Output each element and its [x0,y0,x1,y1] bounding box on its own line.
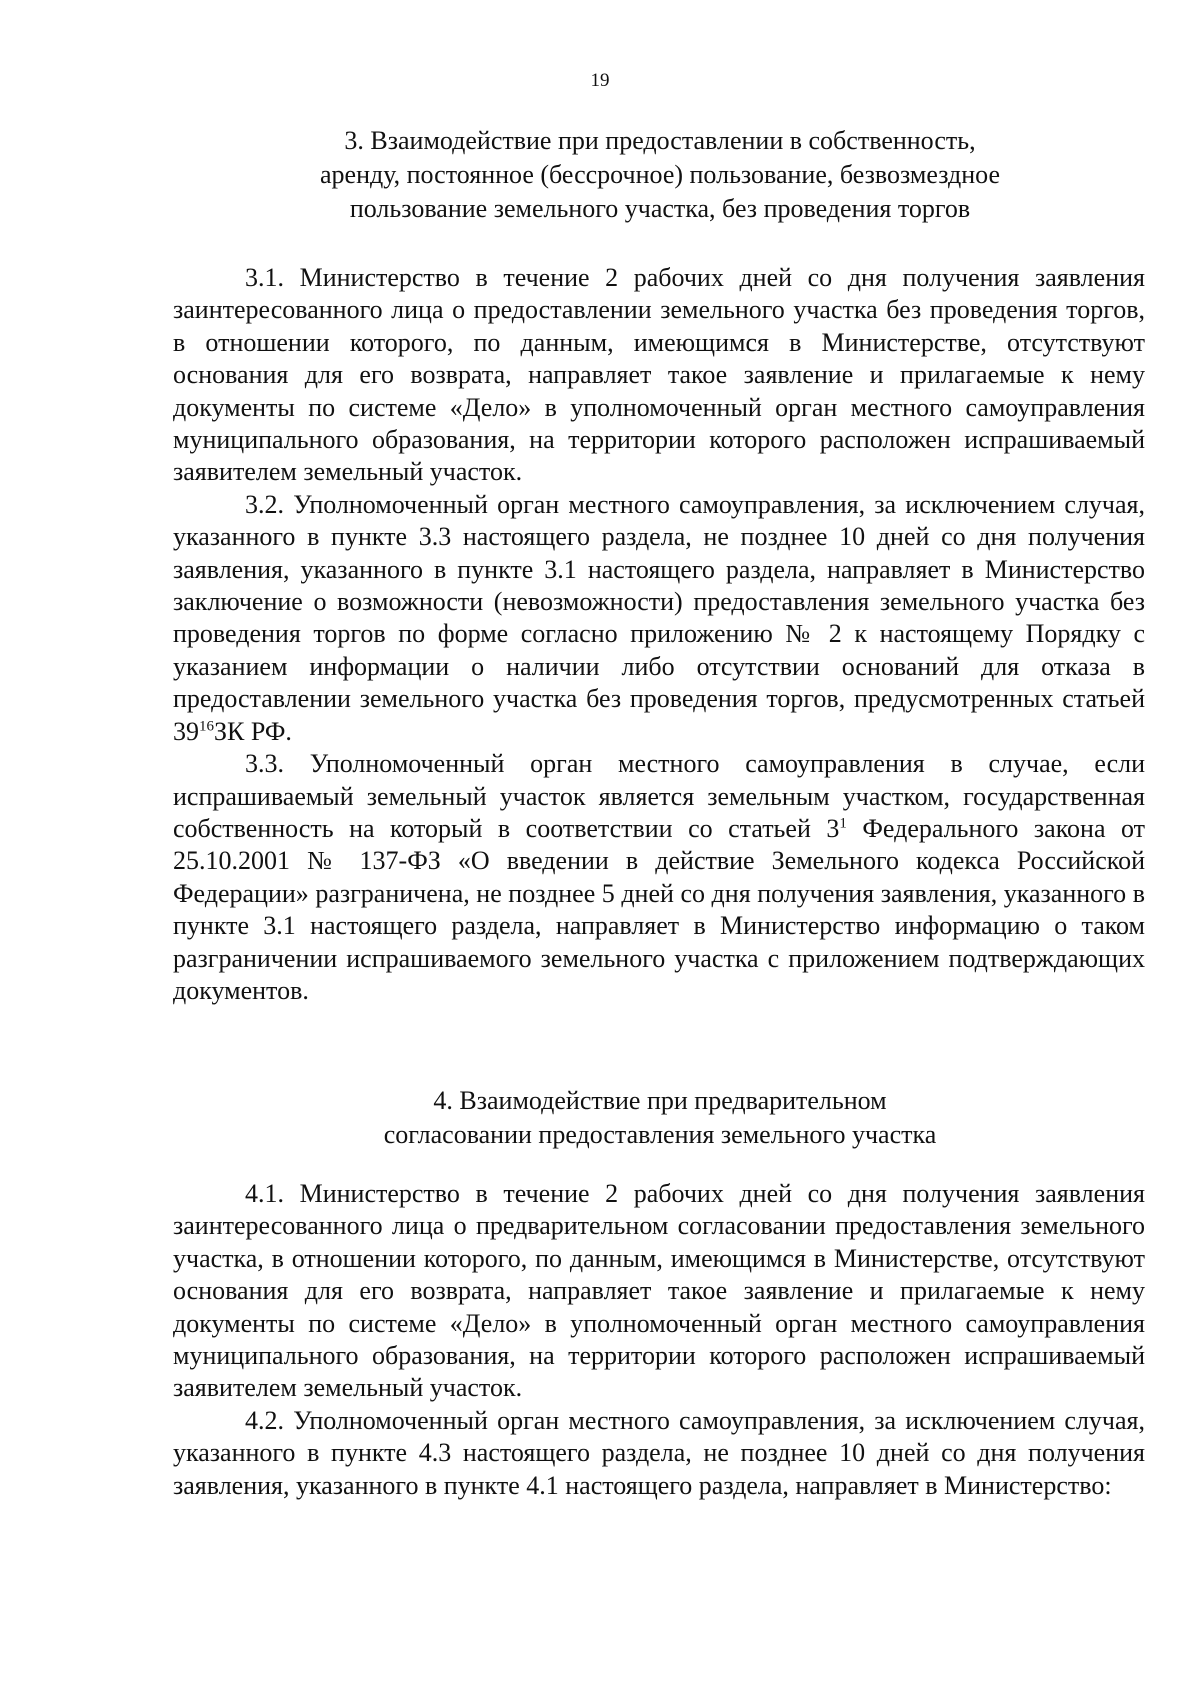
paragraph-4-2: 4.2. Уполномоченный орган местного самоуправления, за исключением случая, указанного в пункте 4.3 настоящего раздела, не позднее 10 дней со дня получения заявления, указанного в пункте 4.1 настоящего раздела, направляет в Министерство: [173,1405,1145,1500]
section-4-body [173,1178,1145,1502]
paragraph-4-1: 4.1. Министерство в течение 2 рабочих дней со дня получения заявления заинтересованного лица о предварительном согласовании предоставления земельного участка, в отношении которого, по данным, имеющимся в Министерстве, отсутствуют основания для его возврата, направляет такое заявление и прилагаемые к нему документы по системе «Дело» в уполномоченный орган местного самоуправления муниципального образования, на территории которого расположен испрашиваемый заявителем земельный участок. [173,1179,1145,1403]
section-4-heading-line: 4. Взаимодействие при предварительном [433,1086,887,1115]
paragraph-3-3-tail: Федерального закона от 25.10.2001 № 137-ФЗ «О введении в действие Земельного кодекса Российской Федерации» разграничена, не позднее 5 дней со дня получения заявления, указанного в пункте 3.1 настоящего раздела, направляет в Министерство информацию о таком разграничении испрашиваемого земельного участка с приложением подтверждающих документов. [173,813,1145,1005]
section-4-heading [150,1084,1170,1152]
section-4-heading-line: согласовании предоставления земельного участка [383,1120,937,1149]
section-3-body [173,262,1145,1007]
article-superscript: 1 [839,815,847,832]
paragraph-3-1: 3.1. Министерство в течение 2 рабочих дней со дня получения заявления заинтересованного лица о предоставлении земельного участка без проведения торгов, в отношении которого, по данным, имеющимся в Министерстве, отсутствуют основания для его возврата, направляет такое заявление и прилагаемые к нему документы по системе «Дело» в уполномоченный орган местного самоуправления муниципального образования, на территории которого расположен испрашиваемый заявителем земельный участок. [173,263,1145,487]
paragraph-3-2-tail: ЗК РФ. [214,716,292,746]
section-3-heading-line: аренду, постоянное (бессрочное) пользование, безвозмездное [319,160,1001,189]
paragraph-3-2-text: 3.2. Уполномоченный орган местного самоуправления, за исключением случая, указанного в пункте 3.3 настоящего раздела, не позднее 10 дней со дня получения заявления, указанного в пункте 3.1 настоящего раздела, направляет в Министерство заключение о возможности (невозможности) предоставления земельного участка без проведения торгов по форме согласно приложению № 2 к настоящему Порядку с указанием информации о наличии либо отсутствии оснований для отказа в предоставлении земельного участка без проведения торгов, предусмотренных статьей 39 [173,489,1145,746]
paragraph-3-3 [173,748,1145,1007]
paragraph-3-3-text: 3.3. Уполномоченный орган местного самоуправления в случае, если испрашиваемый земельный участок является земельным участком, государственная собственность на который в соответствии со статьей 3 [173,749,1145,843]
page-number: 19 [590,70,610,91]
section-3-heading-line: пользование земельного участка, без проведения торгов [349,194,971,223]
paragraph-3-2 [173,489,1145,748]
section-3-heading [150,124,1170,226]
article-superscript: 16 [199,718,214,735]
section-3-heading-line: 3. Взаимодействие при предоставлении в собственность, [344,126,976,155]
